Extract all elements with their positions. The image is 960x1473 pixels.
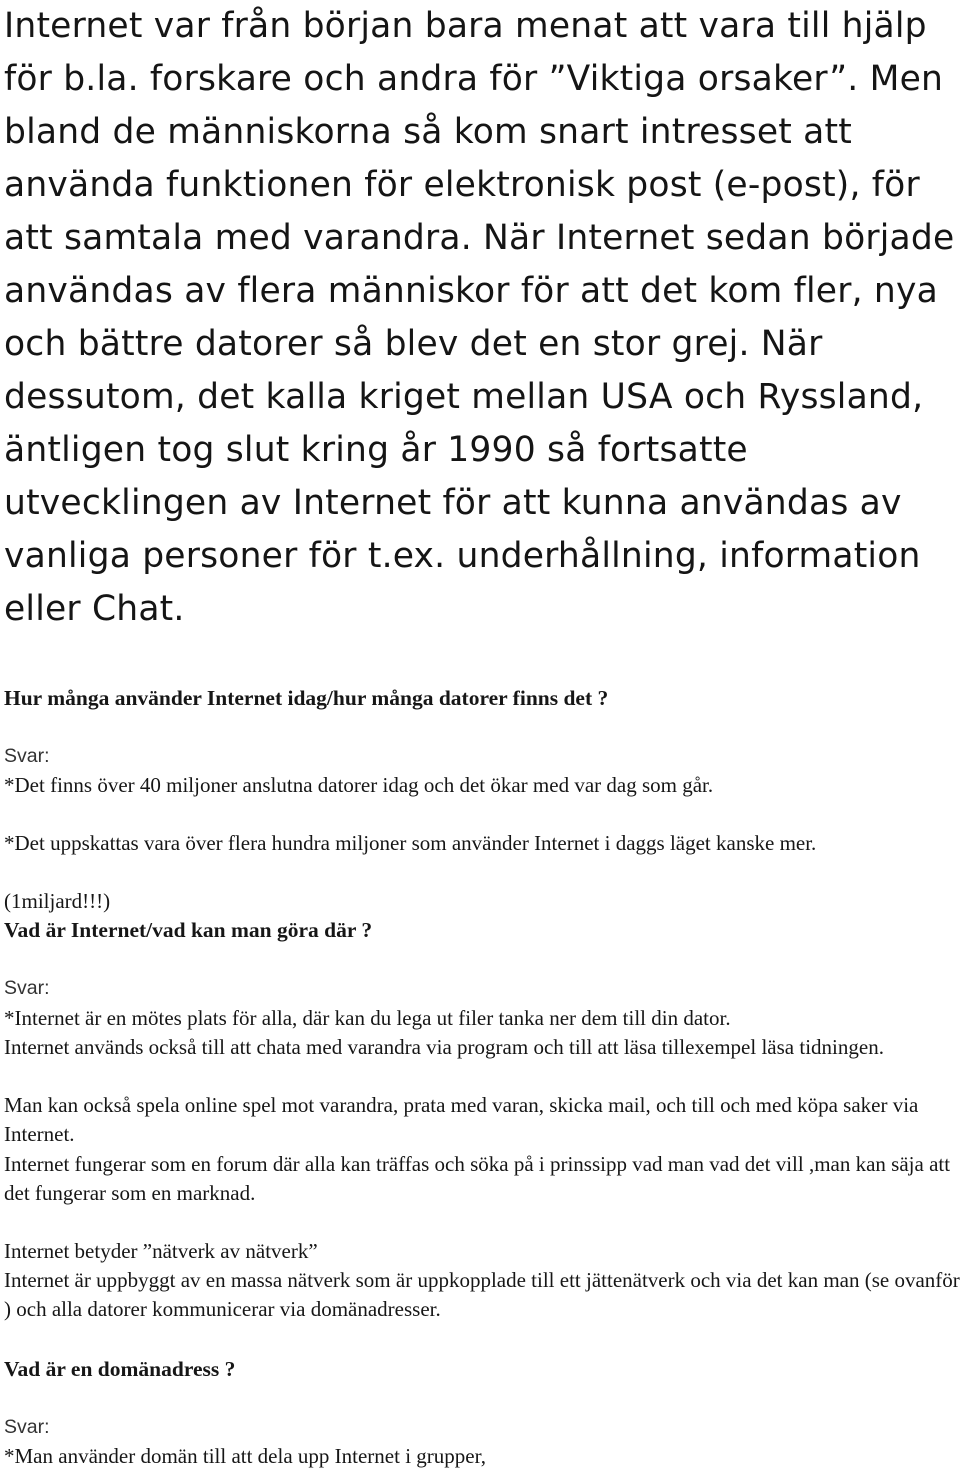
- answer-line: *Internet är en mötes plats för alla, där kan du lega ut filer tanka ner dem till din dator.: [4, 1006, 731, 1030]
- network-description: Internet är uppbyggt av en massa nätverk som är uppkopplade till ett jättenätverk och via det kan man (se ovanför ) och alla datorer kommunicerar via domänadresser.: [4, 1268, 960, 1321]
- answer-label: Svar:: [4, 1416, 50, 1438]
- question-what-is-internet: Vad är Internet/vad kan man göra där ?: [4, 918, 373, 942]
- answer-line: (1miljard!!!): [4, 889, 111, 913]
- network-definition: Internet betyder ”nätverk av nätverk”: [4, 1239, 318, 1263]
- answer-line: Internet fungerar som en forum där alla kan träffas och söka på i prinssipp vad man vad det vill ,man kan säja att det fungerar som en marknad.: [4, 1152, 951, 1205]
- question-domain-address: Vad är en domänadress ?: [4, 1357, 236, 1381]
- question-how-many: Hur många använder Internet idag/hur många datorer finns det ?: [4, 686, 609, 710]
- answer-line: Internet används också till att chata med varandra via program och till att läsa tillexempel läsa tidningen.: [4, 1035, 884, 1059]
- answer-label: Svar:: [4, 977, 50, 999]
- answer-line: Man kan också spela online spel mot varandra, prata med varan, skicka mail, och till och med köpa saker via Internet.: [4, 1093, 919, 1146]
- answer-label: Svar:: [4, 745, 50, 767]
- answer-line: *Det finns över 40 miljoner anslutna datorer idag och det ökar med var dag som går.: [4, 773, 714, 797]
- intro-paragraph: Internet var från början bara menat att vara till hjälp för b.la. forskare och andra för ”Viktiga orsaker”. Men bland de människorna så kom snart intresset att använda funktionen för elektronisk post (e-post), för att samtala med varandra. När Internet sedan började användas av flera människor för att det kom fler, nya och bättre datorer så blev det en stor grej. När dessutom, det kalla kriget mellan USA och Ryssland, äntligen tog slut kring år 1990 så fortsatte utvecklingen av Internet för att kunna användas av vanliga personer för t.ex. underhållning, information eller Chat.: [4, 6, 955, 629]
- answer-line: *Det uppskattas vara över flera hundra miljoner som använder Internet i daggs läget kanske mer.: [4, 831, 817, 855]
- answer-line: *Man använder domän till att dela upp Internet i grupper,: [4, 1444, 487, 1468]
